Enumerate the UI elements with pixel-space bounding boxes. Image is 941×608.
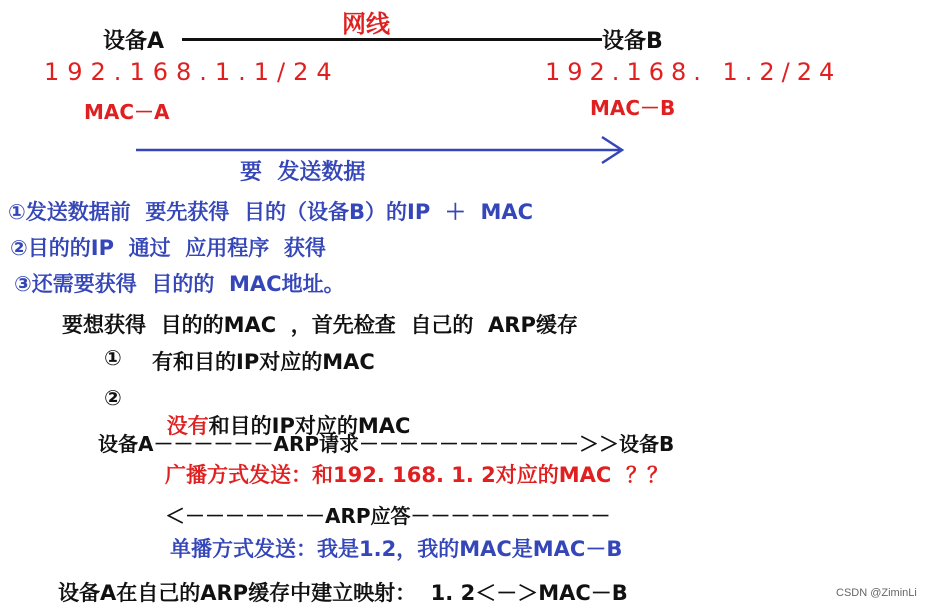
- send-arrow: [130, 134, 630, 168]
- ip-a: 192.168.1.1/24: [44, 58, 340, 86]
- device-a-label: 设备A: [103, 29, 165, 54]
- arp-cache-mapping: 设备A在自己的ARP缓存中建立映射： 1. 2＜－＞MAC－B: [58, 581, 628, 605]
- arp-reply-line: ＜－－－－－－－ARP应答－－－－－－－－－－: [165, 504, 611, 528]
- case-2-number: ②: [104, 386, 122, 410]
- arp-intro: 要想获得 目的的MAC ，首先检查 自己的 ARP缓存: [62, 313, 578, 337]
- step-3: ③还需要获得 目的的 MAC地址。: [14, 272, 345, 296]
- cable-line: [182, 38, 602, 41]
- step-2: ②目的的IP 通过 应用程序 获得: [10, 236, 326, 260]
- unicast-note: 单播方式发送：我是1.2，我的MAC是MAC－B: [170, 537, 623, 561]
- cable-label: 网线: [342, 10, 390, 38]
- ip-b: 192.168. 1.2/24: [545, 58, 842, 86]
- mac-a: MAC－A: [84, 100, 170, 124]
- case-2-rest-text: 和目的IP对应的MAC: [208, 414, 411, 438]
- case-1-text: 有和目的IP对应的MAC: [152, 350, 375, 374]
- watermark: CSDN @ZiminLi: [836, 587, 917, 599]
- arp-request-line: 设备A－－－－－－ARP请求－－－－－－－－－－－＞＞设备B: [98, 432, 675, 456]
- step-1: ①发送数据前 要先获得 目的（设备B）的IP ＋ MAC: [8, 200, 534, 224]
- send-data-label: 要 发送数据: [240, 160, 366, 185]
- mac-b: MAC－B: [590, 96, 676, 120]
- broadcast-note: 广播方式发送：和192. 168. 1. 2对应的MAC ？？: [165, 463, 668, 487]
- case-1-number: ①: [104, 346, 122, 370]
- case-2-red-text: 没有: [166, 414, 209, 438]
- device-b-label: 设备B: [602, 29, 663, 54]
